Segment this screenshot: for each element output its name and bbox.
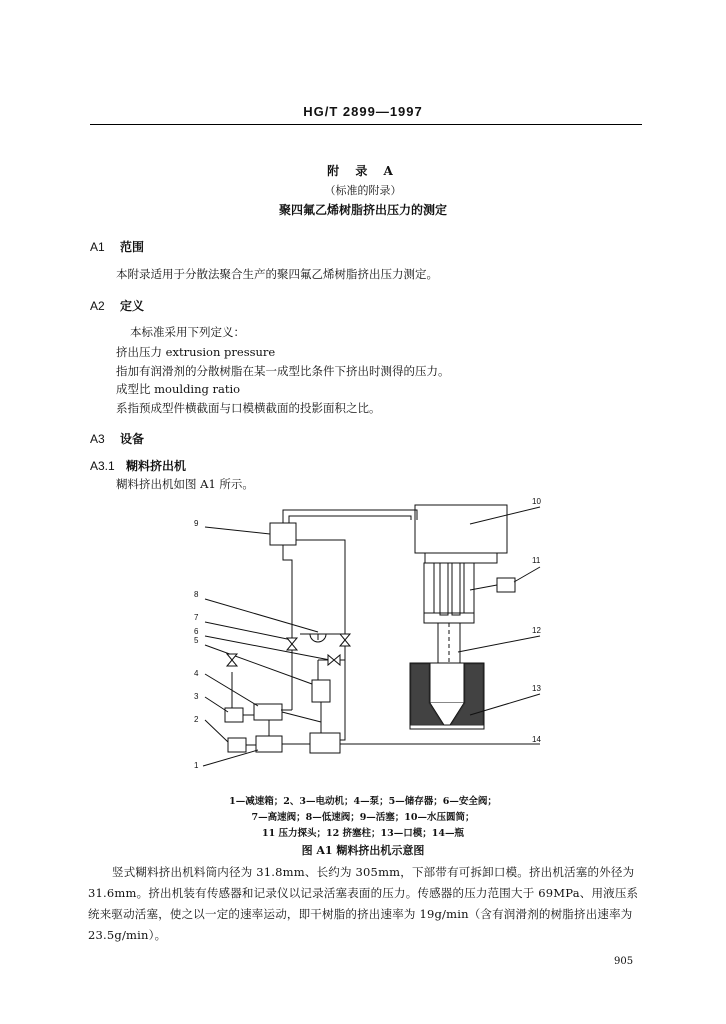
term-moulding-ratio: 成型比 moulding ratio <box>116 382 241 396</box>
motor-3-box <box>225 708 243 722</box>
appendix-heading: 聚四氟乙烯树脂挤出压力的测定 <box>278 203 447 217</box>
label-13: 13 <box>532 684 541 693</box>
reservoir-box <box>312 680 330 702</box>
figure-legend-line-2: 7—高速阀；8—低速阀；9—活塞；10—水压圆筒； <box>251 812 475 823</box>
label-12: 12 <box>532 626 541 635</box>
valve-symbol-4 <box>328 655 340 665</box>
term-extrusion-pressure: 挤出压力 extrusion pressure <box>116 345 276 359</box>
page-number: 905 <box>614 956 634 967</box>
pipe-inner-upper <box>289 516 411 523</box>
label-6: 6 <box>194 627 199 636</box>
valve-block-box <box>310 733 340 753</box>
section-a3-1-number: A3.1 <box>90 459 115 473</box>
definition-extrusion-pressure: 指加有润滑剂的分散树脂在某一成型比条件下挤出时测得的压力。 <box>116 364 450 378</box>
section-a2-number: A2 <box>90 299 105 313</box>
body-paragraph: 竖式糊料挤出机料筒内径为 31.8mm、长约为 305mm，下部带有可拆卸口模。挤出机活塞的外径为 31.6mm。挤出机装有传感器和记录仪以记录活塞表面的压力。传感器的压力范围大于 69MPa、用液压系统来驱动活塞，使之以一定的速率运动，即干树脂的挤出速率为 19g/min（含有润滑剂的树脂挤出速率为 23.5g/min）。 <box>88 865 639 942</box>
gearbox-box <box>256 736 282 752</box>
valve-symbol-2 <box>287 638 297 650</box>
motor-2-box <box>228 738 246 752</box>
valve-symbol-1 <box>227 654 237 666</box>
appendix-title: 附 录 A <box>327 164 399 178</box>
section-a3-1-text: 糊料挤出机如图 A1 所示。 <box>116 477 254 491</box>
section-a2-title: 定义 <box>120 299 145 313</box>
label-4: 4 <box>194 669 199 678</box>
label-7: 7 <box>194 613 199 622</box>
pipe-down-left <box>283 545 292 640</box>
pressure-probe-box <box>497 578 515 592</box>
valve-symbol-3 <box>340 634 350 646</box>
figure-title: 图 A1 糊料挤出机示意图 <box>301 844 425 857</box>
section-a1-text: 本附录适用于分散法聚合生产的聚四氟乙烯树脂挤出压力测定。 <box>116 267 438 281</box>
label-10: 10 <box>532 497 541 506</box>
label-3: 3 <box>194 692 199 701</box>
section-a2-intro: 本标准采用下列定义： <box>130 325 245 339</box>
definition-moulding-ratio: 系指预成型件横截面与口模横截面的投影面积之比。 <box>116 401 381 415</box>
section-a3-title: 设备 <box>120 432 145 446</box>
section-a1-title: 范围 <box>120 240 145 254</box>
section-a3-1-title: 糊料挤出机 <box>126 459 187 473</box>
label-8: 8 <box>194 590 199 599</box>
section-a1-number: A1 <box>90 240 105 254</box>
label-5: 5 <box>194 636 199 645</box>
label-2: 2 <box>194 715 199 724</box>
appendix-subtitle: （标准的附录） <box>324 184 402 197</box>
figure-legend-line-1: 1—减速箱；2、3—电动机；4—泵；5—储存器；6—安全阀； <box>229 796 497 807</box>
hydraulic-cylinder-box <box>415 505 507 553</box>
label-9: 9 <box>194 519 199 528</box>
label-11: 11 <box>532 556 541 565</box>
standard-code-header: HG/T 2899—1997 <box>303 104 423 119</box>
piston-box <box>270 523 296 545</box>
section-a3-number: A3 <box>90 432 105 446</box>
label-14: 14 <box>532 735 541 744</box>
figure-legend-line-3: 11 压力探头；12 挤塞柱；13—口模；14—瓶 <box>262 828 464 839</box>
pump-box <box>254 704 282 720</box>
label-1: 1 <box>194 761 199 770</box>
